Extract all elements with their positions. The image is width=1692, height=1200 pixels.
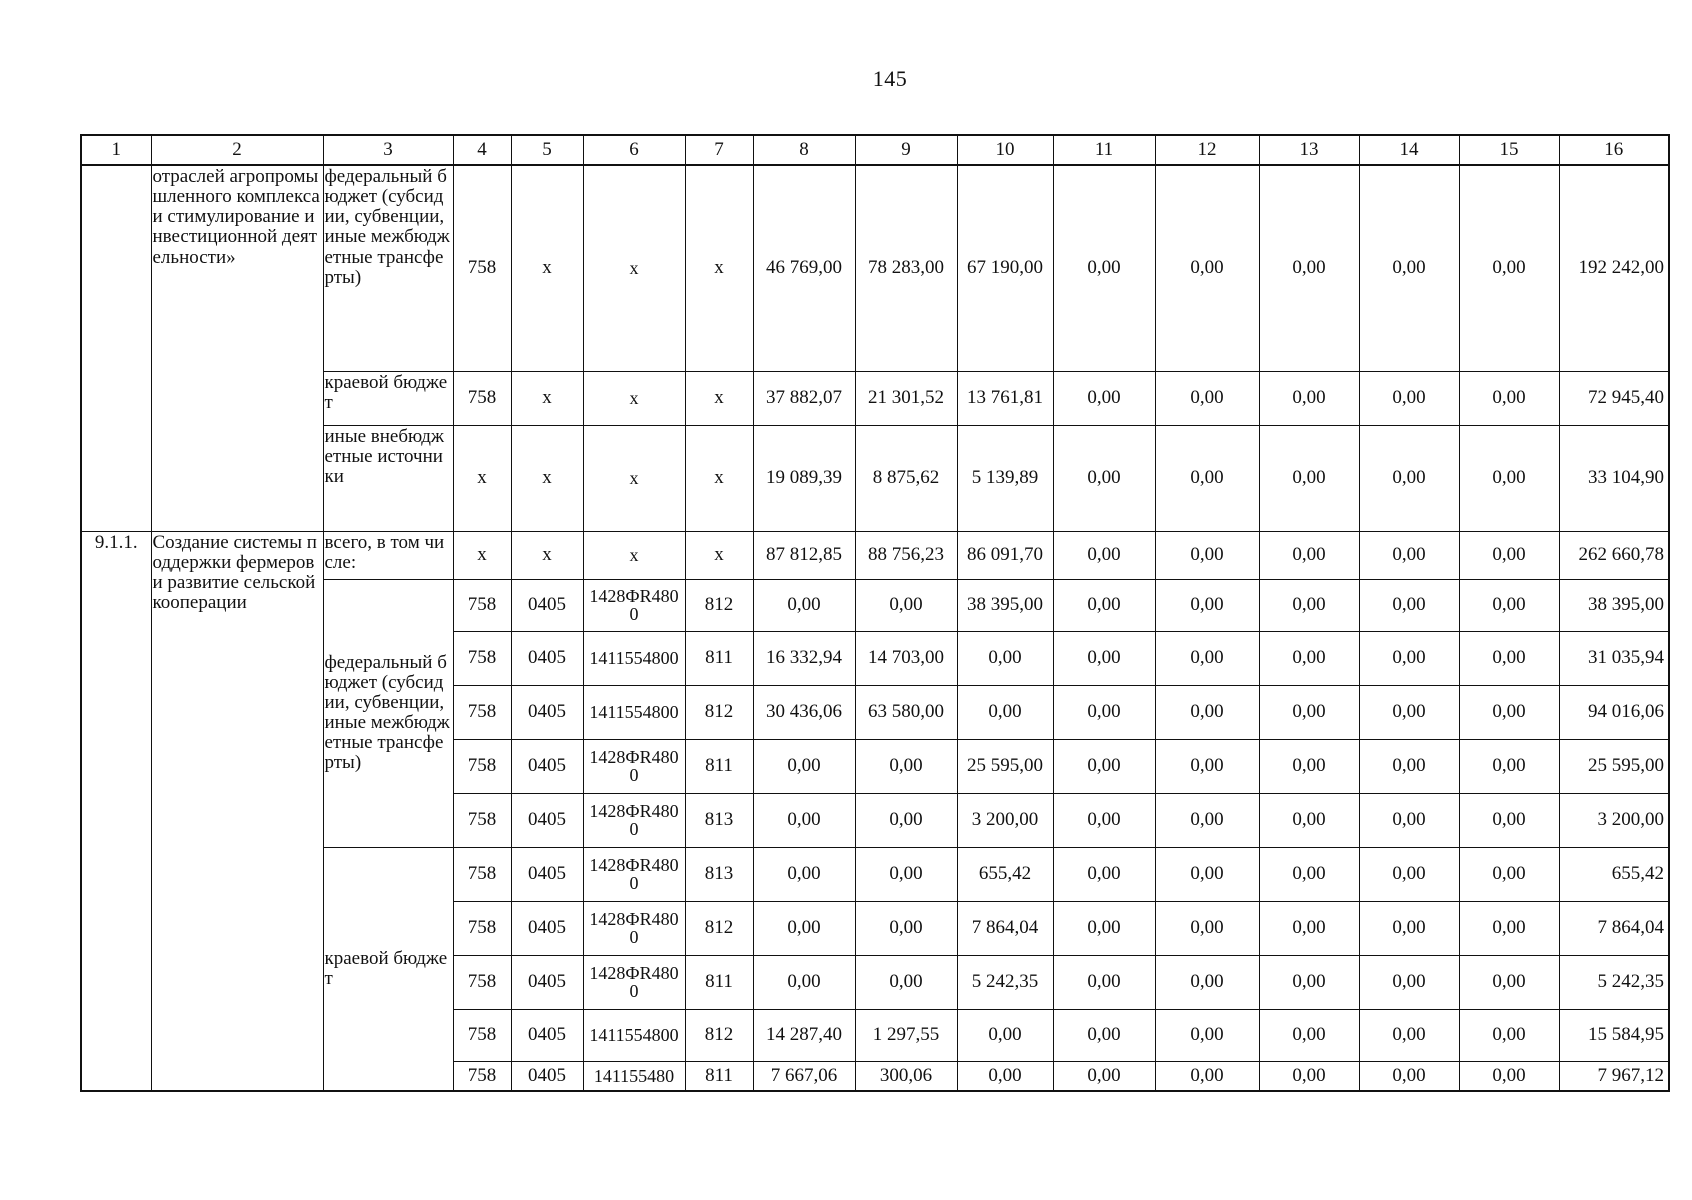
table-cell: 0,00 (1459, 425, 1559, 531)
table-cell: 0,00 (1155, 847, 1259, 901)
table-cell: х (511, 531, 583, 579)
table-cell: 13 761,81 (957, 371, 1053, 425)
table-cell: 7 864,04 (957, 901, 1053, 955)
table-cell: 0,00 (1259, 955, 1359, 1009)
table-cell: х (583, 531, 685, 579)
table-cell: 0405 (511, 685, 583, 739)
table-cell: 0,00 (1359, 739, 1459, 793)
table-cell: 0,00 (1155, 739, 1259, 793)
table-cell: 0,00 (1053, 793, 1155, 847)
column-header: 4 (453, 135, 511, 165)
table-cell: 758 (453, 579, 511, 631)
table-cell: 0,00 (855, 579, 957, 631)
table-cell: 0,00 (855, 793, 957, 847)
funding-source: федеральный бюджет (субсидии, субвенции, иные межбюджетные трансферты) (323, 165, 453, 371)
table-cell: 7 967,12 (1559, 1061, 1669, 1091)
table-cell: 758 (453, 1009, 511, 1061)
column-header: 16 (1559, 135, 1669, 165)
table-row (81, 165, 1669, 371)
table-cell: 8 875,62 (855, 425, 957, 531)
table-cell: 0,00 (957, 631, 1053, 685)
column-header: 1 (81, 135, 151, 165)
table-cell: х (511, 425, 583, 531)
table-cell: 1428ФR4800 (583, 579, 685, 631)
table-cell: 0,00 (1053, 371, 1155, 425)
table-cell: 1428ФR4800 (583, 739, 685, 793)
table-cell: 86 091,70 (957, 531, 1053, 579)
table-cell: 192 242,00 (1559, 165, 1669, 371)
table-cell: 0,00 (1053, 631, 1155, 685)
table-cell: 0,00 (855, 847, 957, 901)
column-header: 10 (957, 135, 1053, 165)
table-cell: 88 756,23 (855, 531, 957, 579)
table-cell: 5 242,35 (1559, 955, 1669, 1009)
table-cell: 0,00 (1359, 685, 1459, 739)
table-cell: 0405 (511, 631, 583, 685)
table-cell: 0,00 (1155, 531, 1259, 579)
table-cell: 811 (685, 955, 753, 1009)
table-cell: 46 769,00 (753, 165, 855, 371)
table-cell: 0,00 (1259, 425, 1359, 531)
table-cell: 67 190,00 (957, 165, 1053, 371)
table-cell: 0,00 (1459, 579, 1559, 631)
table-cell: 758 (453, 1061, 511, 1091)
table-cell: 0,00 (1459, 955, 1559, 1009)
table-cell: 0,00 (1359, 847, 1459, 901)
table-cell: 0,00 (1359, 1009, 1459, 1061)
table-cell: 758 (453, 685, 511, 739)
table-cell: 0,00 (1359, 1061, 1459, 1091)
item-number: 9.1.1. (81, 531, 151, 1091)
table-cell: 0,00 (1359, 901, 1459, 955)
table-cell: 0,00 (1155, 579, 1259, 631)
table-cell: 15 584,95 (1559, 1009, 1669, 1061)
table-cell: 0,00 (1459, 371, 1559, 425)
table-cell: х (685, 371, 753, 425)
table-cell: 0,00 (1259, 579, 1359, 631)
table-cell: 655,42 (957, 847, 1053, 901)
table-cell: 0,00 (1259, 1009, 1359, 1061)
table-cell: 812 (685, 685, 753, 739)
table-cell: 72 945,40 (1559, 371, 1669, 425)
table-cell: 0,00 (1053, 579, 1155, 631)
table-cell: 3 200,00 (1559, 793, 1669, 847)
table-cell: 0,00 (855, 955, 957, 1009)
table-cell: х (583, 165, 685, 371)
table-cell: 0,00 (1359, 165, 1459, 371)
table-cell: 0,00 (1155, 631, 1259, 685)
budget-table (80, 134, 1670, 1092)
table-cell: х (453, 531, 511, 579)
table-cell: 0,00 (1459, 631, 1559, 685)
table-cell: х (685, 165, 753, 371)
table-cell: 0,00 (1155, 685, 1259, 739)
table-cell: 0,00 (1259, 793, 1359, 847)
column-header: 9 (855, 135, 957, 165)
table-cell: 812 (685, 901, 753, 955)
table-cell: 38 395,00 (957, 579, 1053, 631)
table-cell: 0,00 (1053, 685, 1155, 739)
table-cell: 0,00 (1259, 371, 1359, 425)
table-cell: 0,00 (1259, 847, 1359, 901)
table-cell: 811 (685, 739, 753, 793)
table-cell: 78 283,00 (855, 165, 957, 371)
table-cell: 758 (453, 631, 511, 685)
table-cell: 0,00 (1155, 901, 1259, 955)
table-cell: 758 (453, 371, 511, 425)
table-cell: 1428ФR4800 (583, 793, 685, 847)
table-cell: х (511, 371, 583, 425)
table-cell: 14 287,40 (753, 1009, 855, 1061)
column-header: 2 (151, 135, 323, 165)
table-cell: 1411554800 (583, 685, 685, 739)
table-cell: 0,00 (1053, 1009, 1155, 1061)
table-cell: 0,00 (1155, 371, 1259, 425)
table-cell: 0,00 (1053, 425, 1155, 531)
column-header: 7 (685, 135, 753, 165)
column-header: 6 (583, 135, 685, 165)
table-cell: 0,00 (1359, 579, 1459, 631)
table-cell: 0,00 (1155, 793, 1259, 847)
table-cell: 0405 (511, 1061, 583, 1091)
column-header: 8 (753, 135, 855, 165)
item-name: отраслей агропромышленного комплекса и стимулирование инвестиционной деятельности» (151, 165, 323, 531)
table-cell: 0,00 (1359, 425, 1459, 531)
funding-source: всего, в том числе: (323, 531, 453, 579)
table-cell: 0,00 (1459, 531, 1559, 579)
table-cell: 25 595,00 (957, 739, 1053, 793)
table-cell: 0,00 (1259, 1061, 1359, 1091)
table-cell: 0,00 (1459, 793, 1559, 847)
column-header: 3 (323, 135, 453, 165)
table-cell: х (511, 165, 583, 371)
table-cell: 0,00 (1259, 631, 1359, 685)
table-cell: 0,00 (1459, 165, 1559, 371)
table-cell: 1428ФR4800 (583, 955, 685, 1009)
table-cell: 0405 (511, 847, 583, 901)
table-cell: 14 703,00 (855, 631, 957, 685)
table-cell: 87 812,85 (753, 531, 855, 579)
table-cell: 0405 (511, 1009, 583, 1061)
table-cell: 3 200,00 (957, 793, 1053, 847)
table-cell: 5 139,89 (957, 425, 1053, 531)
table-cell: 0,00 (753, 793, 855, 847)
table-cell: 0,00 (957, 685, 1053, 739)
table-cell: 0,00 (855, 739, 957, 793)
table-cell: 0,00 (1053, 1061, 1155, 1091)
table-cell: 0,00 (1259, 901, 1359, 955)
table-cell (81, 165, 151, 531)
table-cell: 0,00 (1053, 955, 1155, 1009)
table-cell: 0,00 (753, 579, 855, 631)
table-cell: 262 660,78 (1559, 531, 1669, 579)
table-cell: 0,00 (1459, 1061, 1559, 1091)
table-cell: 300,06 (855, 1061, 957, 1091)
table-cell: 25 595,00 (1559, 739, 1669, 793)
column-header: 15 (1459, 135, 1559, 165)
table-cell: 31 035,94 (1559, 631, 1669, 685)
table-cell: 813 (685, 793, 753, 847)
table-cell: 0405 (511, 901, 583, 955)
funding-source: краевой бюджет (323, 371, 453, 425)
table-cell: х (583, 425, 685, 531)
table-cell: 16 332,94 (753, 631, 855, 685)
table-cell: 0,00 (1259, 739, 1359, 793)
table-cell: 0,00 (1155, 165, 1259, 371)
table-cell: 0,00 (1359, 371, 1459, 425)
table-cell: 0,00 (1459, 1009, 1559, 1061)
column-header: 13 (1259, 135, 1359, 165)
table-cell: 0,00 (1053, 531, 1155, 579)
funding-source: краевой бюджет (323, 847, 453, 1091)
table-row (81, 531, 1669, 579)
table-cell: 0,00 (1359, 631, 1459, 685)
table-cell: 812 (685, 1009, 753, 1061)
table-cell: 5 242,35 (957, 955, 1053, 1009)
table-cell: 758 (453, 955, 511, 1009)
column-header: 12 (1155, 135, 1259, 165)
table-cell: 758 (453, 847, 511, 901)
table-cell: 1428ФR4800 (583, 847, 685, 901)
column-header: 5 (511, 135, 583, 165)
table-cell: 0,00 (957, 1061, 1053, 1091)
item-name: Создание системы поддержки фермеров и развитие сельской кооперации (151, 531, 323, 1091)
table-cell: х (583, 371, 685, 425)
table-cell: 0405 (511, 579, 583, 631)
table-cell: 1411554800 (583, 1009, 685, 1061)
table-cell: 38 395,00 (1559, 579, 1669, 631)
table-cell: 7 864,04 (1559, 901, 1669, 955)
table-cell: 0,00 (1155, 955, 1259, 1009)
table-cell: 1428ФR4800 (583, 901, 685, 955)
column-header: 11 (1053, 135, 1155, 165)
table-cell: х (453, 425, 511, 531)
table-cell: 19 089,39 (753, 425, 855, 531)
table-cell: 1411554800 (583, 631, 685, 685)
table-cell: 0405 (511, 739, 583, 793)
table-cell: 30 436,06 (753, 685, 855, 739)
table-cell: 0,00 (1359, 793, 1459, 847)
table-cell: 0,00 (1459, 847, 1559, 901)
table-cell: 0,00 (1259, 531, 1359, 579)
table-cell: 0,00 (753, 847, 855, 901)
table-cell: х (685, 425, 753, 531)
table-cell: 0,00 (753, 901, 855, 955)
table-cell: 0,00 (1053, 739, 1155, 793)
table-cell: 63 580,00 (855, 685, 957, 739)
table-cell: х (685, 531, 753, 579)
table-cell: 0405 (511, 793, 583, 847)
funding-source: федеральный бюджет (субсидии, субвенции, иные межбюджетные трансферты) (323, 579, 453, 847)
table-body (81, 135, 1669, 1091)
table-cell: 1 297,55 (855, 1009, 957, 1061)
table-cell: 0,00 (1459, 685, 1559, 739)
page-number: 145 (872, 66, 908, 91)
table-cell: 811 (685, 1061, 753, 1091)
table-cell: 812 (685, 579, 753, 631)
table-cell: 0,00 (855, 901, 957, 955)
table-cell: 655,42 (1559, 847, 1669, 901)
table-cell: 0,00 (1155, 1009, 1259, 1061)
table-cell: 0,00 (1155, 425, 1259, 531)
table-cell: 0,00 (1053, 847, 1155, 901)
table-cell: 0,00 (1459, 901, 1559, 955)
table-cell: 0,00 (1053, 901, 1155, 955)
table-cell: 33 104,90 (1559, 425, 1669, 531)
table-cell: 21 301,52 (855, 371, 957, 425)
table-cell: 0,00 (1359, 531, 1459, 579)
header-row (81, 135, 1669, 165)
table-cell: 0,00 (1053, 165, 1155, 371)
table-cell: 758 (453, 165, 511, 371)
table-cell: 813 (685, 847, 753, 901)
table-cell: 0,00 (957, 1009, 1053, 1061)
table-cell: 0,00 (753, 955, 855, 1009)
table-cell: 7 667,06 (753, 1061, 855, 1091)
table-cell: 811 (685, 631, 753, 685)
table-cell: 0,00 (753, 739, 855, 793)
table-cell: 758 (453, 739, 511, 793)
column-header: 14 (1359, 135, 1459, 165)
funding-source: иные внебюджетные источники (323, 425, 453, 531)
table-cell: 94 016,06 (1559, 685, 1669, 739)
table-cell: 0,00 (1155, 1061, 1259, 1091)
table-cell: 0,00 (1259, 685, 1359, 739)
table-cell: 37 882,07 (753, 371, 855, 425)
table-cell: 0,00 (1259, 165, 1359, 371)
table-cell: 141155480 (583, 1061, 685, 1091)
table-cell: 758 (453, 793, 511, 847)
table-cell: 0,00 (1459, 739, 1559, 793)
table-cell: 0405 (511, 955, 583, 1009)
table-cell: 0,00 (1359, 955, 1459, 1009)
table-cell: 758 (453, 901, 511, 955)
